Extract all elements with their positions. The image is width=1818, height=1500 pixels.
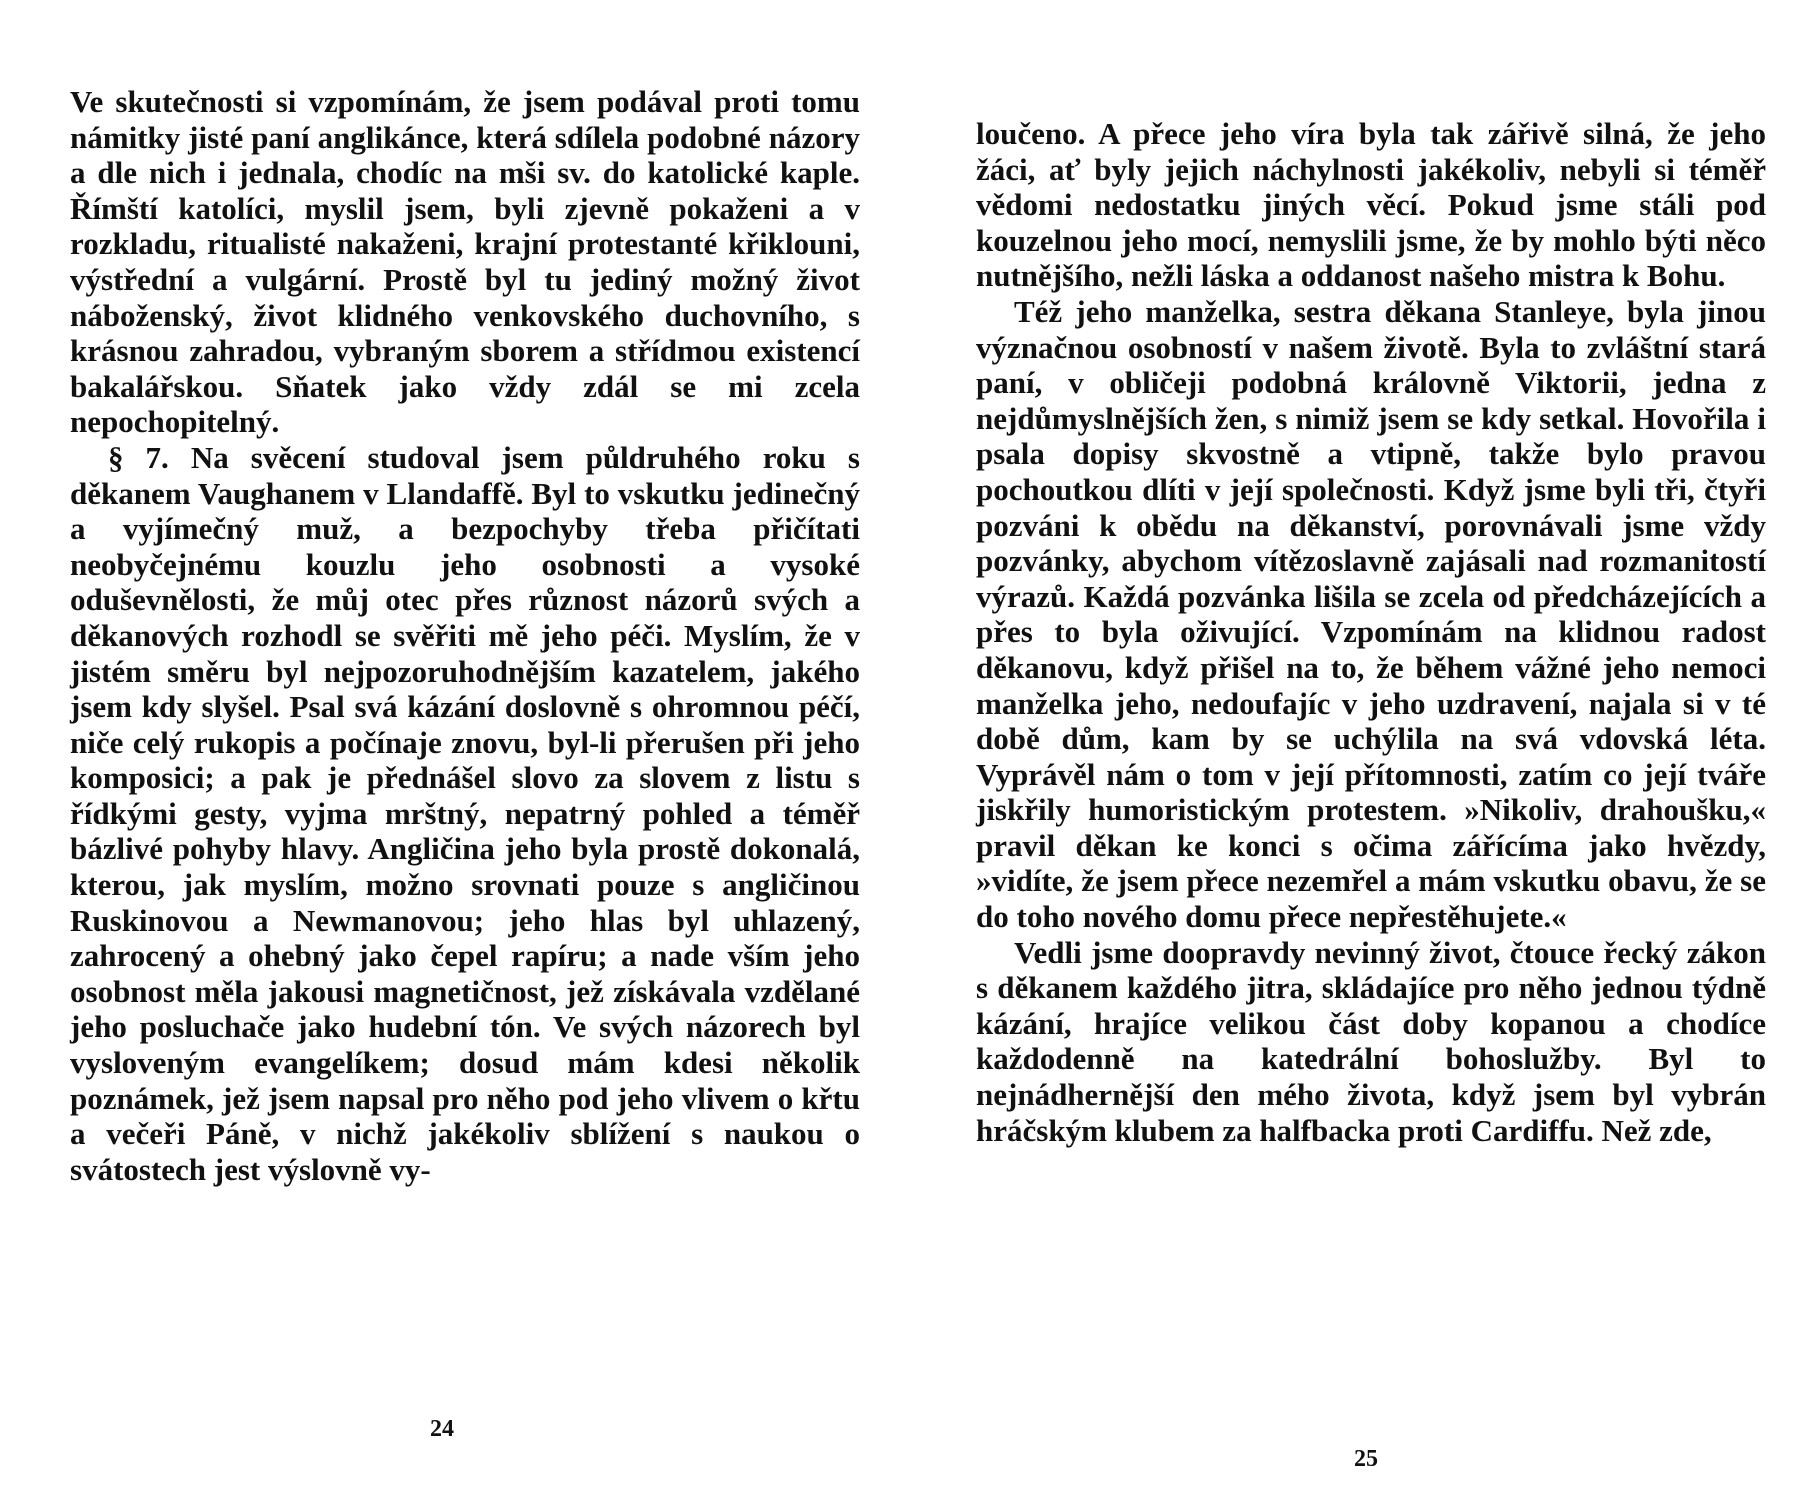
right-paragraph-2: Též jeho manželka, sestra děkana Stanleye, byla jinou význačnou osobností v našem životě. Byla to zvláštní stará paní, v obličeji podobná královně Viktorii, jedna z nejdůmyslnějších žen, s nimiž jsem se kdy setkal. Hovořila i psala dopisy skvostně a vtipně, takže bylo pravou pochoutkou dlíti v její společnosti. Když jsme byli tři, čtyři pozváni k obědu na děkanství, porovnávali jsme vždy pozvánky, abychom vítězoslavně zajásali nad rozmanitostí výrazů. Každá pozvánka lišila se zcela od předcházejících a přes to byla oživující. Vzpomínám na klidnou radost děkanovu, když přišel na to, že během vážné jeho nemoci manželka jeho, nedoufajíc v jeho uzdravení, najala si v té době dům, kam by se uchýlila na svá vdovská léta. Vyprávěl nám o tom v její přítomnosti, zatím co její tváře jiskřily humoristickým protestem. »Nikoliv, drahoušku,« pravil děkan ke konci s očima zářícíma jako hvězdy, »vidíte, že jsem přece nezemřel a mám vskutku obavu, že se do toho nového domu přece nepřestěhujete.« xyxy=(976,293,1766,935)
right-paragraph-1: loučeno. A přece jeho víra byla tak zářivě silná, že jeho žáci, ať byly jejich náchylnosti jakékoliv, nebyli si téměř vědomi nedostatku jiných věcí. Pokud jsme stáli pod kouzelnou jeho mocí, nemyslili jsme, že by mohlo býti něco nutnějšího, nežli láska a oddanost našeho mistra k Bohu. xyxy=(976,116,1766,294)
left-paragraph-1: Ve skutečnosti si vzpomínám, že jsem podával proti tomu námitky jisté paní anglikánce, která sdílela podobné názory a dle nich i jednala, chodíc na mši sv. do katolické kaple. Římští katolíci, myslil jsem, byli zjevně pokaženi a v rozkladu, ritualisté nakaženi, krajní protestanté křiklouni, výstřední a vulgární. Prostě byl tu jediný možný život náboženský, život klidného venkovského duchovního, s krásnou zahradou, vybraným sborem a střídmou existencí bakalářskou. Sňatek jako vždy zdál se mi zcela nepochopitelný. xyxy=(70,84,860,440)
left-page-text xyxy=(70,84,860,1187)
left-paragraph-2: § 7. Na svěcení studoval jsem půldruhého roku s děkanem Vaughanem v Llandaffě. Byl to vskutku jedinečný a vyjímečný muž, a bezpochyby třeba přičítati neobyčejnému kouzlu jeho osobnosti a vysoké oduševnělosti, že můj otec přes různost názorů svých a děkanových rozhodl se svěřiti mě jeho péči. Myslím, že v jistém směru byl nejpozoruhodnějším kazatelem, jakého jsem kdy slyšel. Psal svá kázání doslovně s ohromnou péčí, niče celý rukopis a počínaje znovu, byl-li přerušen při jeho komposici; a pak je přednášel slovo za slovem z listu s řídkými gesty, vyjma mrštný, nepatrný pohled a téměř bázlivé pohyby hlavy. Angličina jeho byla prostě dokonalá, kterou, jak myslím, možno srovnati pouze s angličinou Ruskinovou a Newmanovou; jeho hlas byl uhlazený, zahrocený a ohebný jako čepel rapíru; a nade vším jeho osobnost měla jakousi magnetičnost, jež získávala vzdělané jeho posluchače jako hudební tón. Ve svých názorech byl vysloveným evangelíkem; dosud mám kdesi několik poznámek, jež jsem napsal pro něho pod jeho vlivem o křtu a večeři Páně, v nichž jakékoliv sblížení s naukou o svátostech jest výslovně vy- xyxy=(70,439,860,1187)
left-page xyxy=(70,0,860,1500)
page-number-left: 24 xyxy=(430,1416,454,1442)
page-number-right: 25 xyxy=(1354,1446,1378,1472)
right-page xyxy=(976,0,1766,1500)
right-paragraph-3: Vedli jsme doopravdy nevinný život, čtouce řecký zákon s děkanem každého jitra, skládajíce pro něho jednou týdně kázání, hrajíce velikou část doby kopanou a chodíce každodenně na katedrální bohoslužby. Byl to nejnádhernější den mého života, když jsem byl vybrán hráčským klubem za halfbacka proti Cardiffu. Než zde, xyxy=(976,934,1766,1148)
right-page-text xyxy=(976,116,1766,1148)
